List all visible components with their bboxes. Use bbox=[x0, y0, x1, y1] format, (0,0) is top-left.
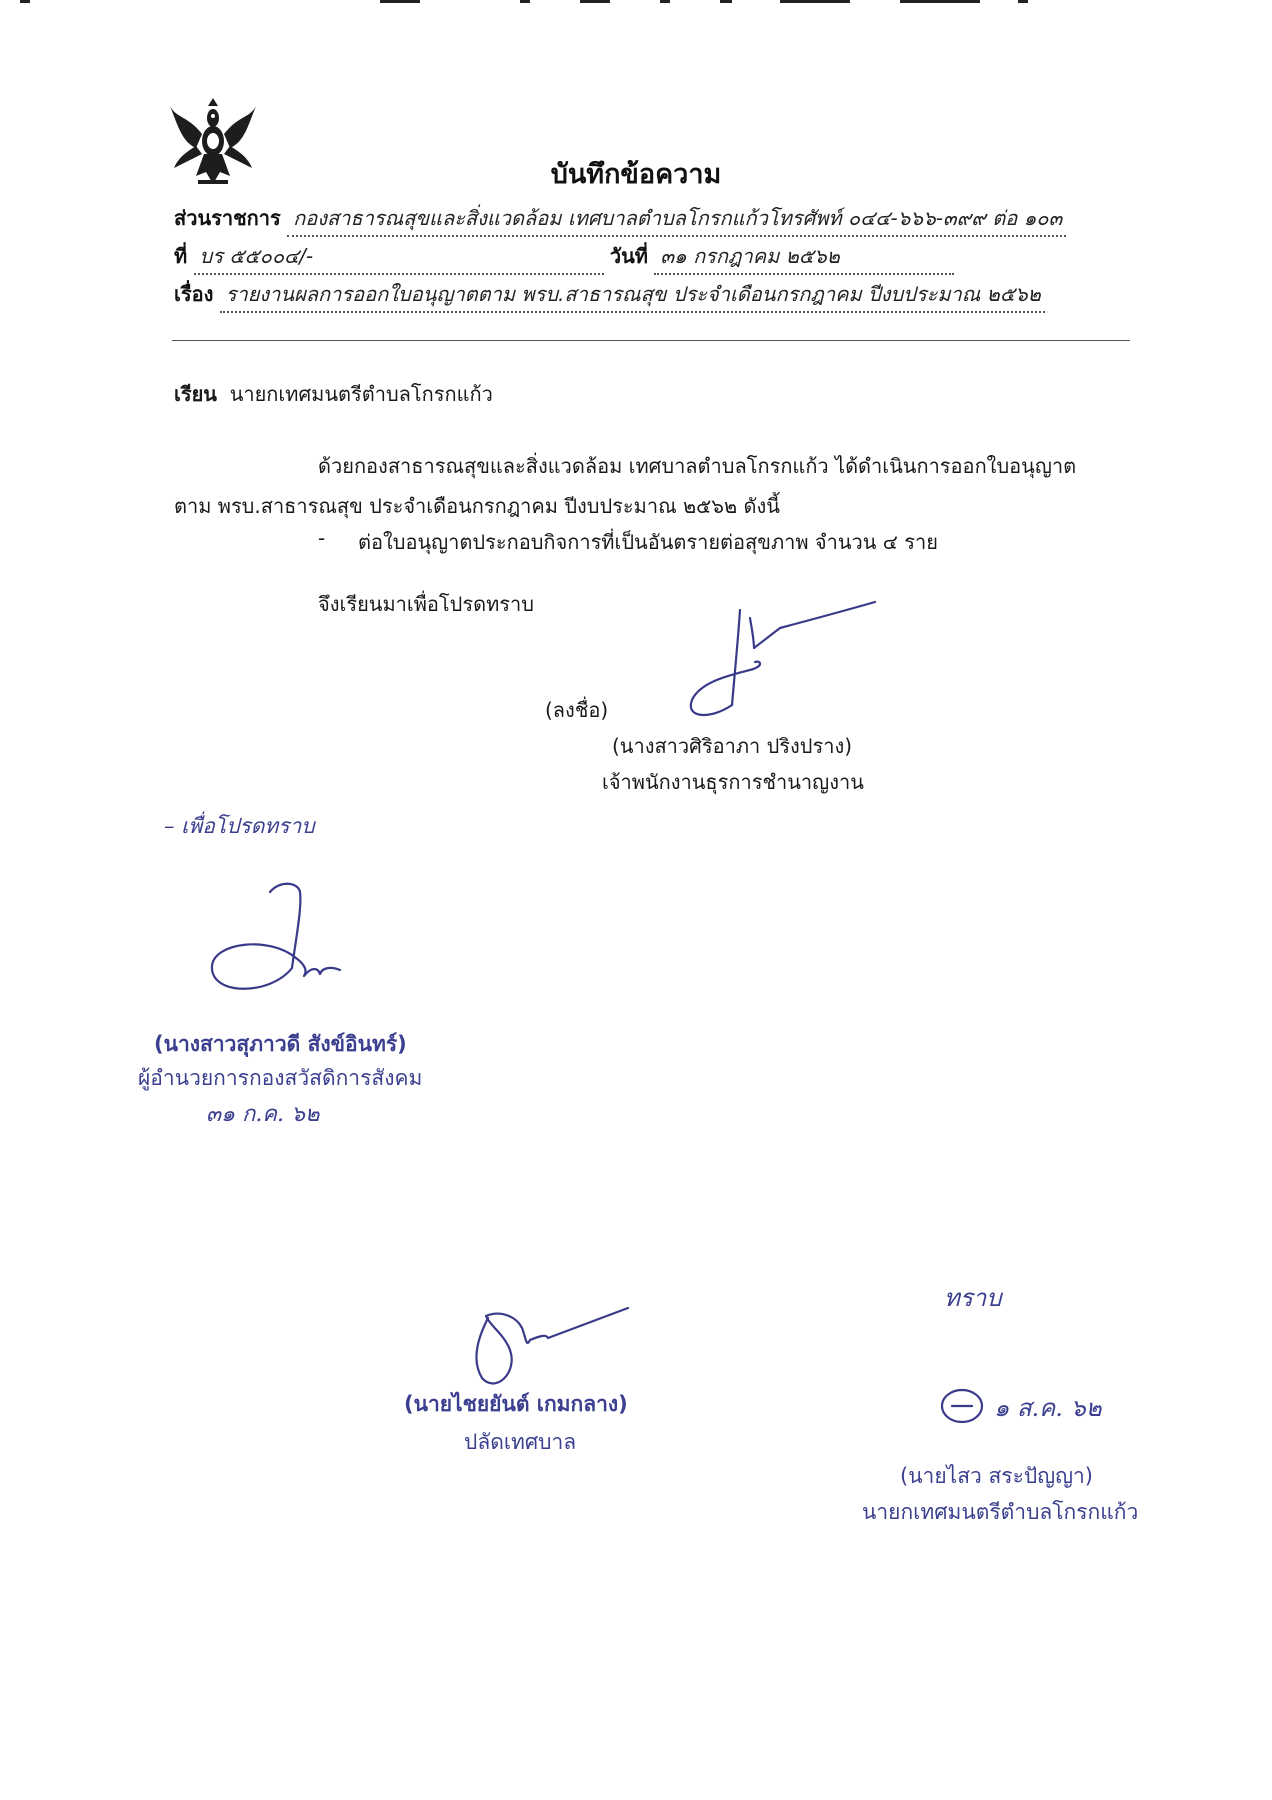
subject-label: เรื่อง bbox=[174, 282, 214, 306]
agency-value: กองสาธารณสุขและสิ่งแวดล้อม เทศบาลตำบลโกรกแก้วโทรศัพท์ ๐๔๔-๖๖๖-๓๙๙ ต่อ ๑๐๓ bbox=[287, 202, 1066, 237]
to-value: นายกเทศมนตรีตำบลโกรกแก้ว bbox=[229, 382, 493, 406]
bullet-text: ต่อใบอนุญาตประกอบกิจการที่เป็นอันตรายต่อสุขภาพ จำนวน ๔ ราย bbox=[358, 530, 938, 554]
signature-clerk bbox=[460, 1298, 630, 1388]
signature-signer1 bbox=[680, 600, 880, 730]
endorse-date: ๓๑ ก.ค. ๖๒ bbox=[206, 1102, 320, 1127]
mayor-name: (นายไสว สระปัญญา) bbox=[900, 1464, 1093, 1488]
clerk-name: (นายไชยยันต์ เกมกลาง) bbox=[404, 1392, 628, 1416]
subject-line bbox=[174, 278, 1045, 313]
ref-label: ที่ bbox=[174, 244, 188, 268]
ref-value: บร ๕๕๐๐๔/- bbox=[194, 240, 604, 275]
agency-label: ส่วนราชการ bbox=[174, 206, 281, 230]
date-value: ๓๑ กรกฎาคม ๒๕๖๒ bbox=[654, 240, 954, 275]
mayor-note: ทราบ bbox=[944, 1284, 1002, 1312]
top-edge-marks bbox=[20, 0, 1030, 8]
signer1-position: เจ้าพนักงานธุรการชำนาญงาน bbox=[602, 770, 864, 794]
memo-title: บันทึกข้อความ bbox=[550, 159, 722, 190]
paragraph-line-1: ด้วยกองสาธารณสุขและสิ่งแวดล้อม เทศบาลตำบลโกรกแก้ว ได้ดำเนินการออกใบอนุญาต bbox=[318, 454, 1077, 478]
subject-value: รายงานผลการออกใบอนุญาตตาม พรบ.สาธารณสุข ประจำเดือนกรกฎาคม ปีงบประมาณ ๒๕๖๒ bbox=[220, 278, 1045, 313]
sign-label: (ลงชื่อ) bbox=[545, 698, 609, 722]
date-label: วันที่ bbox=[609, 244, 648, 268]
header-divider bbox=[172, 340, 1130, 341]
bullet-dash: - bbox=[318, 526, 326, 550]
salutation bbox=[174, 378, 493, 410]
endorse-note: – เพื่อโปรดทราบ bbox=[164, 814, 315, 838]
clerk-position: ปลัดเทศบาล bbox=[464, 1430, 577, 1454]
signature-mayor-mark bbox=[938, 1384, 992, 1428]
closing-text: จึงเรียนมาเพื่อโปรดทราบ bbox=[318, 592, 534, 616]
signer1-name: (นางสาวศิริอาภา ปริงปราง) bbox=[612, 734, 853, 758]
mayor-date: ๑ ส.ค. ๖๒ bbox=[994, 1394, 1102, 1422]
signature-endorser bbox=[200, 878, 360, 1018]
endorser-name: (นางสาวสุภาวดี สังข์อินทร์) bbox=[154, 1032, 407, 1056]
mayor-position: นายกเทศมนตรีตำบลโกรกแก้ว bbox=[862, 1500, 1139, 1524]
agency-line bbox=[174, 202, 1066, 237]
to-label: เรียน bbox=[174, 382, 217, 406]
endorser-position: ผู้อำนวยการกองสวัสดิการสังคม bbox=[138, 1066, 423, 1090]
paragraph-line-2: ตาม พรบ.สาธารณสุข ประจำเดือนกรกฎาคม ปีงบประมาณ ๒๕๖๒ ดังนี้ bbox=[174, 494, 780, 518]
ref-line bbox=[174, 240, 954, 275]
